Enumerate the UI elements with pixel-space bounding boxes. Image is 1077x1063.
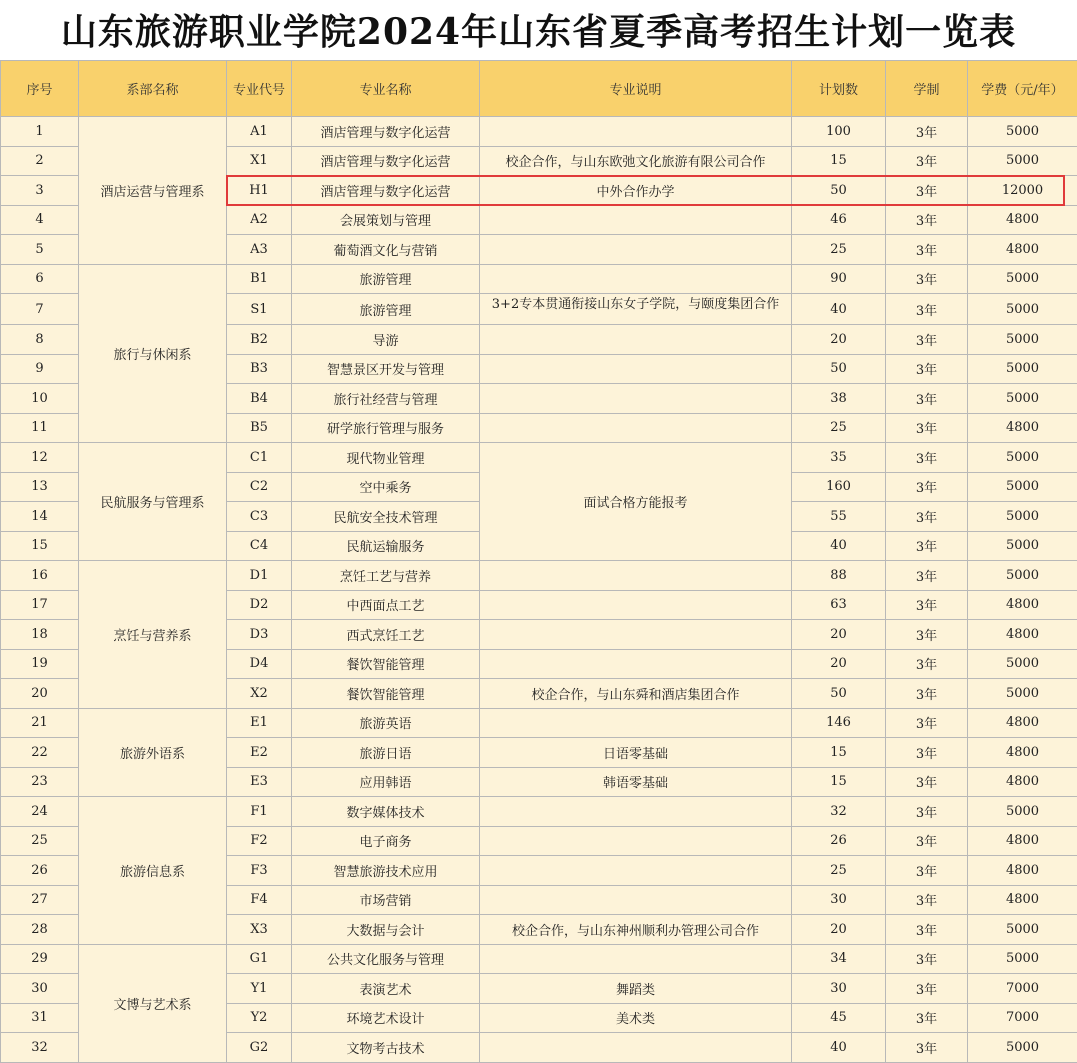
- cell-duration[interactable]: 3年: [886, 944, 968, 974]
- cell-duration[interactable]: 3年: [886, 502, 968, 532]
- cell-code[interactable]: E2: [227, 738, 292, 768]
- cell-plan[interactable]: 26: [792, 826, 886, 856]
- cell-fee[interactable]: 4800: [968, 590, 1077, 620]
- cell-code[interactable]: X3: [227, 915, 292, 945]
- cell-duration[interactable]: 3年: [886, 885, 968, 915]
- cell-major[interactable]: 大数据与会计: [292, 915, 480, 945]
- header-seq[interactable]: 序号: [1, 61, 79, 117]
- cell-fee[interactable]: 4800: [968, 413, 1077, 443]
- cell-duration[interactable]: 3年: [886, 1033, 968, 1063]
- cell-code[interactable]: F2: [227, 826, 292, 856]
- cell-seq[interactable]: 23: [1, 767, 79, 797]
- cell-note[interactable]: [480, 885, 792, 915]
- cell-major[interactable]: 民航运输服务: [292, 531, 480, 561]
- cell-note[interactable]: [480, 620, 792, 650]
- cell-seq[interactable]: 18: [1, 620, 79, 650]
- cell-fee[interactable]: 4800: [968, 767, 1077, 797]
- cell-seq[interactable]: 4: [1, 205, 79, 235]
- header-note[interactable]: 专业说明: [480, 61, 792, 117]
- cell-duration[interactable]: 3年: [886, 708, 968, 738]
- cell-code[interactable]: A2: [227, 205, 292, 235]
- cell-fee[interactable]: 12000: [968, 176, 1077, 206]
- cell-duration[interactable]: 3年: [886, 856, 968, 886]
- cell-code[interactable]: B1: [227, 264, 292, 294]
- cell-code[interactable]: G2: [227, 1033, 292, 1063]
- cell-note[interactable]: 校企合作，与山东舜和酒店集团合作: [480, 679, 792, 709]
- cell-seq[interactable]: 2: [1, 146, 79, 176]
- cell-duration[interactable]: 3年: [886, 797, 968, 827]
- cell-plan[interactable]: 25: [792, 856, 886, 886]
- cell-major[interactable]: 旅游管理: [292, 294, 480, 325]
- cell-duration[interactable]: 3年: [886, 590, 968, 620]
- cell-duration[interactable]: 3年: [886, 443, 968, 473]
- cell-code[interactable]: S1: [227, 294, 292, 325]
- cell-major[interactable]: 旅行社经营与管理: [292, 384, 480, 414]
- cell-fee[interactable]: 4800: [968, 826, 1077, 856]
- cell-plan[interactable]: 25: [792, 235, 886, 265]
- cell-note[interactable]: 舞蹈类: [480, 974, 792, 1004]
- cell-duration[interactable]: 3年: [886, 205, 968, 235]
- cell-code[interactable]: D2: [227, 590, 292, 620]
- cell-code[interactable]: E1: [227, 708, 292, 738]
- cell-plan[interactable]: 34: [792, 944, 886, 974]
- cell-code[interactable]: B5: [227, 413, 292, 443]
- cell-note[interactable]: [480, 413, 792, 443]
- cell-fee[interactable]: 5000: [968, 561, 1077, 591]
- cell-note[interactable]: [480, 354, 792, 384]
- cell-fee[interactable]: 5000: [968, 915, 1077, 945]
- cell-plan[interactable]: 90: [792, 264, 886, 294]
- table-row: [1, 561, 1077, 591]
- cell-seq[interactable]: 11: [1, 413, 79, 443]
- cell-duration[interactable]: 3年: [886, 235, 968, 265]
- cell-seq[interactable]: 32: [1, 1033, 79, 1063]
- cell-dept[interactable]: 旅行与休闲系: [79, 264, 227, 443]
- cell-duration[interactable]: 3年: [886, 649, 968, 679]
- cell-note[interactable]: 校企合作，与山东欧弛文化旅游有限公司合作: [480, 146, 792, 176]
- cell-major[interactable]: 葡萄酒文化与营销: [292, 235, 480, 265]
- cell-note[interactable]: 韩语零基础: [480, 767, 792, 797]
- cell-duration[interactable]: 3年: [886, 117, 968, 147]
- table-row: [1, 264, 1077, 294]
- cell-duration[interactable]: 3年: [886, 384, 968, 414]
- cell-major[interactable]: 现代物业管理: [292, 443, 480, 473]
- cell-seq[interactable]: 25: [1, 826, 79, 856]
- cell-fee[interactable]: 5000: [968, 325, 1077, 355]
- cell-fee[interactable]: 5000: [968, 384, 1077, 414]
- cell-code[interactable]: X1: [227, 146, 292, 176]
- cell-dept[interactable]: 烹饪与营养系: [79, 561, 227, 709]
- cell-plan[interactable]: 15: [792, 738, 886, 768]
- cell-fee[interactable]: 4800: [968, 620, 1077, 650]
- cell-code[interactable]: C4: [227, 531, 292, 561]
- cell-major[interactable]: 文物考古技术: [292, 1033, 480, 1063]
- cell-duration[interactable]: 3年: [886, 767, 968, 797]
- cell-plan[interactable]: 20: [792, 620, 886, 650]
- cell-note[interactable]: [480, 384, 792, 414]
- cell-plan[interactable]: 100: [792, 117, 886, 147]
- cell-major[interactable]: 电子商务: [292, 826, 480, 856]
- cell-seq[interactable]: 9: [1, 354, 79, 384]
- cell-note[interactable]: 校企合作，与山东神州顺利办管理公司合作: [480, 915, 792, 945]
- cell-note[interactable]: [480, 561, 792, 591]
- cell-major[interactable]: 旅游管理: [292, 264, 480, 294]
- cell-seq[interactable]: 29: [1, 944, 79, 974]
- cell-plan[interactable]: 160: [792, 472, 886, 502]
- cell-plan[interactable]: 50: [792, 176, 886, 206]
- table-row: [1, 443, 1077, 473]
- cell-duration[interactable]: 3年: [886, 413, 968, 443]
- cell-note[interactable]: [480, 708, 792, 738]
- cell-plan[interactable]: 15: [792, 146, 886, 176]
- cell-fee[interactable]: 5000: [968, 679, 1077, 709]
- cell-seq[interactable]: 28: [1, 915, 79, 945]
- cell-fee[interactable]: 5000: [968, 117, 1077, 147]
- cell-code[interactable]: F4: [227, 885, 292, 915]
- cell-seq[interactable]: 30: [1, 974, 79, 1004]
- cell-duration[interactable]: 3年: [886, 294, 968, 325]
- cell-fee[interactable]: 5000: [968, 472, 1077, 502]
- cell-duration[interactable]: 3年: [886, 354, 968, 384]
- cell-plan[interactable]: 15: [792, 767, 886, 797]
- cell-plan[interactable]: 20: [792, 915, 886, 945]
- cell-plan[interactable]: 88: [792, 561, 886, 591]
- cell-note[interactable]: [480, 264, 792, 294]
- cell-seq[interactable]: 13: [1, 472, 79, 502]
- cell-major[interactable]: 西式烹饪工艺: [292, 620, 480, 650]
- cell-note[interactable]: [480, 1033, 792, 1063]
- cell-major[interactable]: 中西面点工艺: [292, 590, 480, 620]
- cell-duration[interactable]: 3年: [886, 146, 968, 176]
- cell-fee[interactable]: 5000: [968, 146, 1077, 176]
- cell-major[interactable]: 智慧旅游技术应用: [292, 856, 480, 886]
- cell-seq[interactable]: 22: [1, 738, 79, 768]
- cell-dept[interactable]: 旅游外语系: [79, 708, 227, 797]
- cell-note-text: 3+2专本贯通衔接山东女子学院，与颐度集团合作: [480, 297, 791, 324]
- cell-note[interactable]: [480, 797, 792, 827]
- cell-code[interactable]: Y2: [227, 1003, 292, 1033]
- header-plan[interactable]: 计划数: [792, 61, 886, 117]
- enrollment-plan-table: [0, 60, 1077, 1063]
- cell-code[interactable]: C2: [227, 472, 292, 502]
- cell-seq[interactable]: 27: [1, 885, 79, 915]
- cell-fee[interactable]: 5000: [968, 354, 1077, 384]
- cell-major[interactable]: 酒店管理与数字化运营: [292, 146, 480, 176]
- cell-duration[interactable]: 3年: [886, 738, 968, 768]
- cell-duration[interactable]: 3年: [886, 974, 968, 1004]
- cell-major[interactable]: 酒店管理与数字化运营: [292, 117, 480, 147]
- cell-major[interactable]: 餐饮智能管理: [292, 679, 480, 709]
- cell-plan[interactable]: 146: [792, 708, 886, 738]
- cell-seq[interactable]: 3: [1, 176, 79, 206]
- table-row: [1, 797, 1077, 827]
- cell-note[interactable]: [480, 649, 792, 679]
- cell-dept[interactable]: 酒店运营与管理系: [79, 117, 227, 265]
- cell-plan[interactable]: 20: [792, 649, 886, 679]
- cell-code[interactable]: D3: [227, 620, 292, 650]
- cell-fee[interactable]: 4800: [968, 708, 1077, 738]
- cell-fee[interactable]: 5000: [968, 294, 1077, 325]
- cell-code[interactable]: F3: [227, 856, 292, 886]
- cell-plan[interactable]: 50: [792, 354, 886, 384]
- cell-fee[interactable]: 5000: [968, 944, 1077, 974]
- cell-plan[interactable]: 40: [792, 531, 886, 561]
- cell-seq[interactable]: 10: [1, 384, 79, 414]
- cell-note[interactable]: [480, 856, 792, 886]
- cell-plan[interactable]: 20: [792, 325, 886, 355]
- cell-seq[interactable]: 5: [1, 235, 79, 265]
- cell-dept[interactable]: 民航服务与管理系: [79, 443, 227, 561]
- cell-seq[interactable]: 15: [1, 531, 79, 561]
- cell-major[interactable]: 旅游英语: [292, 708, 480, 738]
- cell-plan[interactable]: 35: [792, 443, 886, 473]
- page-title: 山东旅游职业学院2024年山东省夏季高考招生计划一览表: [0, 0, 1077, 60]
- cell-seq[interactable]: 8: [1, 325, 79, 355]
- cell-seq[interactable]: 31: [1, 1003, 79, 1033]
- cell-code[interactable]: F1: [227, 797, 292, 827]
- cell-major[interactable]: 民航安全技术管理: [292, 502, 480, 532]
- table-row: [1, 117, 1077, 147]
- cell-major[interactable]: 餐饮智能管理: [292, 649, 480, 679]
- cell-note[interactable]: [480, 325, 792, 355]
- cell-major[interactable]: 智慧景区开发与管理: [292, 354, 480, 384]
- cell-fee[interactable]: 5000: [968, 502, 1077, 532]
- cell-duration[interactable]: 3年: [886, 915, 968, 945]
- cell-duration[interactable]: 3年: [886, 826, 968, 856]
- cell-note[interactable]: 日语零基础: [480, 738, 792, 768]
- cell-fee[interactable]: 7000: [968, 974, 1077, 1004]
- cell-seq[interactable]: 6: [1, 264, 79, 294]
- cell-fee[interactable]: 7000: [968, 1003, 1077, 1033]
- cell-note[interactable]: [480, 117, 792, 147]
- cell-code[interactable]: C3: [227, 502, 292, 532]
- cell-major[interactable]: 数字媒体技术: [292, 797, 480, 827]
- cell-note[interactable]: [480, 826, 792, 856]
- cell-duration[interactable]: 3年: [886, 679, 968, 709]
- cell-fee[interactable]: 5000: [968, 649, 1077, 679]
- cell-major[interactable]: 市场营销: [292, 885, 480, 915]
- cell-code[interactable]: H1: [227, 176, 292, 206]
- cell-major[interactable]: 会展策划与管理: [292, 205, 480, 235]
- cell-plan[interactable]: 25: [792, 413, 886, 443]
- cell-seq[interactable]: 20: [1, 679, 79, 709]
- cell-duration[interactable]: 3年: [886, 176, 968, 206]
- cell-major[interactable]: 旅游日语: [292, 738, 480, 768]
- cell-fee[interactable]: 5000: [968, 531, 1077, 561]
- cell-code[interactable]: A1: [227, 117, 292, 147]
- cell-code[interactable]: D1: [227, 561, 292, 591]
- cell-code[interactable]: B3: [227, 354, 292, 384]
- cell-note[interactable]: [480, 294, 792, 325]
- cell-plan[interactable]: 50: [792, 679, 886, 709]
- cell-plan[interactable]: 45: [792, 1003, 886, 1033]
- cell-plan[interactable]: 30: [792, 885, 886, 915]
- cell-seq[interactable]: 21: [1, 708, 79, 738]
- cell-dept[interactable]: 文博与艺术系: [79, 944, 227, 1062]
- cell-fee[interactable]: 5000: [968, 1033, 1077, 1063]
- cell-duration[interactable]: 3年: [886, 264, 968, 294]
- cell-plan[interactable]: 55: [792, 502, 886, 532]
- cell-seq[interactable]: 26: [1, 856, 79, 886]
- cell-fee[interactable]: 5000: [968, 797, 1077, 827]
- cell-fee[interactable]: 4800: [968, 856, 1077, 886]
- cell-plan[interactable]: 40: [792, 1033, 886, 1063]
- cell-seq[interactable]: 1: [1, 117, 79, 147]
- cell-seq[interactable]: 7: [1, 294, 79, 325]
- cell-major[interactable]: 烹饪工艺与营养: [292, 561, 480, 591]
- cell-plan[interactable]: 40: [792, 294, 886, 325]
- table-row: [1, 944, 1077, 974]
- cell-major[interactable]: 导游: [292, 325, 480, 355]
- header-duration[interactable]: 学制: [886, 61, 968, 117]
- cell-major[interactable]: 环境艺术设计: [292, 1003, 480, 1033]
- cell-fee[interactable]: 4800: [968, 205, 1077, 235]
- header-code[interactable]: 专业代号: [227, 61, 292, 117]
- cell-note[interactable]: 美术类: [480, 1003, 792, 1033]
- cell-plan[interactable]: 63: [792, 590, 886, 620]
- header-dept[interactable]: 系部名称: [79, 61, 227, 117]
- cell-note[interactable]: [480, 205, 792, 235]
- cell-note[interactable]: [480, 235, 792, 265]
- cell-code[interactable]: C1: [227, 443, 292, 473]
- cell-duration[interactable]: 3年: [886, 561, 968, 591]
- cell-fee[interactable]: 5000: [968, 443, 1077, 473]
- cell-code[interactable]: X2: [227, 679, 292, 709]
- cell-note[interactable]: 面试合格方能报考: [480, 443, 792, 561]
- cell-duration[interactable]: 3年: [886, 531, 968, 561]
- cell-code[interactable]: B2: [227, 325, 292, 355]
- cell-fee[interactable]: 5000: [968, 264, 1077, 294]
- cell-plan[interactable]: 30: [792, 974, 886, 1004]
- cell-duration[interactable]: 3年: [886, 620, 968, 650]
- cell-seq[interactable]: 19: [1, 649, 79, 679]
- header-major[interactable]: 专业名称: [292, 61, 480, 117]
- cell-major[interactable]: 应用韩语: [292, 767, 480, 797]
- cell-dept[interactable]: 旅游信息系: [79, 797, 227, 945]
- cell-duration[interactable]: 3年: [886, 325, 968, 355]
- cell-code[interactable]: B4: [227, 384, 292, 414]
- cell-major[interactable]: 公共文化服务与管理: [292, 944, 480, 974]
- table-header-row: [1, 61, 1077, 117]
- cell-major[interactable]: 酒店管理与数字化运营: [292, 176, 480, 206]
- cell-fee[interactable]: 4800: [968, 885, 1077, 915]
- cell-duration[interactable]: 3年: [886, 472, 968, 502]
- cell-major[interactable]: 表演艺术: [292, 974, 480, 1004]
- cell-plan[interactable]: 46: [792, 205, 886, 235]
- cell-fee[interactable]: 4800: [968, 235, 1077, 265]
- cell-plan[interactable]: 32: [792, 797, 886, 827]
- cell-major[interactable]: 研学旅行管理与服务: [292, 413, 480, 443]
- cell-note[interactable]: [480, 590, 792, 620]
- cell-duration[interactable]: 3年: [886, 1003, 968, 1033]
- cell-seq[interactable]: 24: [1, 797, 79, 827]
- cell-code[interactable]: D4: [227, 649, 292, 679]
- cell-note[interactable]: 中外合作办学: [480, 176, 792, 206]
- cell-code[interactable]: A3: [227, 235, 292, 265]
- cell-plan[interactable]: 38: [792, 384, 886, 414]
- cell-seq[interactable]: 14: [1, 502, 79, 532]
- cell-major[interactable]: 空中乘务: [292, 472, 480, 502]
- cell-seq[interactable]: 17: [1, 590, 79, 620]
- cell-seq[interactable]: 12: [1, 443, 79, 473]
- cell-fee[interactable]: 4800: [968, 738, 1077, 768]
- cell-code[interactable]: Y1: [227, 974, 292, 1004]
- table-row: [1, 708, 1077, 738]
- cell-seq[interactable]: 16: [1, 561, 79, 591]
- cell-code[interactable]: G1: [227, 944, 292, 974]
- header-fee[interactable]: 学费（元/年）: [968, 61, 1077, 117]
- cell-note[interactable]: [480, 944, 792, 974]
- cell-code[interactable]: E3: [227, 767, 292, 797]
